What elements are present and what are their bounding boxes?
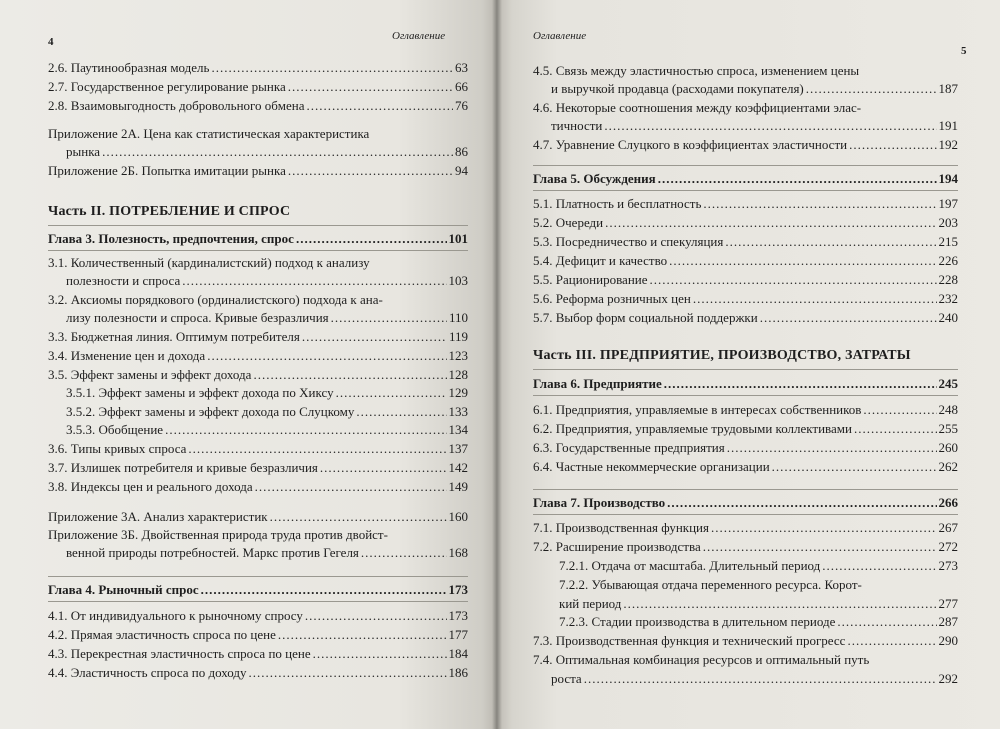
page-number: 5 [961, 45, 967, 57]
toc-entry: 5.2. Очереди ..... 203 [533, 215, 958, 230]
running-header: Оглавление [392, 30, 446, 42]
divider [48, 601, 468, 602]
toc-entry: тичности ..... 191 [551, 118, 958, 133]
divider [533, 190, 958, 191]
divider [48, 250, 468, 251]
toc-entry: и выручкой продавца (расходами покупателя) ..... 187 [551, 81, 958, 96]
toc-entry: 7.2. Расширение производства ..... 272 [533, 539, 958, 554]
divider [533, 489, 958, 490]
toc-entry-line1: 4.6. Некоторые соотношения между коэффициентами элас- [533, 100, 862, 115]
toc-entry: 2.8. Взаимовыгодность добровольного обмена ..... 76 [48, 98, 468, 113]
toc-entry: роста ..... 292 [551, 671, 958, 686]
toc-entry-line1: Приложение 3Б. Двойственная природа труда против двойст- [48, 527, 388, 542]
running-header: Оглавление [533, 30, 587, 42]
toc-entry: 6.1. Предприятия, управляемые в интересах собственников ..... 248 [533, 402, 958, 417]
book-gutter [492, 0, 502, 729]
toc-entry: 3.3. Бюджетная линия. Оптимум потребителя ..... 119 [48, 329, 468, 344]
toc-entry: 6.3. Государственные предприятия ..... 260 [533, 440, 958, 455]
divider [48, 576, 468, 577]
right-page [497, 0, 1000, 729]
toc-entry: 3.5. Эффект замены и эффект дохода ..... 128 [48, 367, 468, 382]
toc-entry: 6.2. Предприятия, управляемые трудовыми коллективами ..... 255 [533, 421, 958, 436]
chapter-entry: Глава 5. Обсуждения ..... 194 [533, 171, 958, 186]
toc-subentry: 7.2.3. Стадии производства в длительном периоде ..... 287 [559, 614, 958, 629]
toc-entry-line1: Приложение 2А. Цена как статистическая характеристика [48, 126, 370, 141]
divider [533, 395, 958, 396]
toc-entry: Приложение 3А. Анализ характеристик ..... 160 [48, 509, 468, 524]
toc-entry: 4.4. Эластичность спроса по доходу ..... 186 [48, 665, 468, 680]
chapter-entry: Глава 4. Рыночный спрос ..... 173 [48, 582, 468, 597]
chapter-entry: Глава 7. Производство ..... 266 [533, 495, 958, 510]
toc-entry: 7.3. Производственная функция и технический прогресс ..... 290 [533, 633, 958, 648]
toc-entry: 6.4. Частные некоммерческие организации ..... 262 [533, 459, 958, 474]
divider [533, 165, 958, 166]
toc-entry-line1: 3.2. Аксиомы порядкового (ординалистского) подхода к ана- [48, 292, 383, 307]
toc-entry: 3.6. Типы кривых спроса ..... 137 [48, 441, 468, 456]
toc-entry: 5.5. Рационирование ..... 228 [533, 272, 958, 287]
toc-entry: 5.1. Платность и бесплатность ..... 197 [533, 196, 958, 211]
divider [48, 225, 468, 226]
toc-entry: 4.7. Уравнение Слуцкого в коэффициентах эластичности ..... 192 [533, 137, 958, 152]
toc-subentry: 3.5.3. Обобщение ..... 134 [66, 422, 468, 437]
toc-entry: рынка ..... 86 [66, 144, 468, 159]
toc-subentry: 3.5.2. Эффект замены и эффект дохода по Слуцкому ..... 133 [66, 404, 468, 419]
toc-entry: 3.7. Излишек потребителя и кривые безразличия ..... 142 [48, 460, 468, 475]
toc-subentry: кий период ..... 277 [559, 596, 958, 611]
toc-entry-line1: 7.4. Оптимальная комбинация ресурсов и оптимальный путь [533, 652, 870, 667]
toc-entry: лизу полезности и спроса. Кривые безразличия ..... 110 [66, 310, 468, 325]
part-heading: Часть III. ПРЕДПРИЯТИЕ, ПРОИЗВОДСТВО, ЗАТРАТЫ [533, 348, 911, 363]
toc-entry-line1: 4.5. Связь между эластичностью спроса, изменением цены [533, 63, 860, 78]
toc-entry: венной природы потребностей. Маркс против Гегеля ..... 168 [66, 545, 468, 560]
toc-entry: 4.3. Перекрестная эластичность спроса по цене ..... 184 [48, 646, 468, 661]
toc-entry: Приложение 2Б. Попытка имитации рынка ..... 94 [48, 163, 468, 178]
divider [533, 369, 958, 370]
part-heading: Часть II. ПОТРЕБЛЕНИЕ И СПРОС [48, 204, 291, 219]
toc-entry: 2.6. Паутинообразная модель ..... 63 [48, 60, 468, 75]
left-page [0, 0, 497, 729]
toc-entry: 5.4. Дефицит и качество ..... 226 [533, 253, 958, 268]
toc-entry-line1: 7.2.2. Убывающая отдача переменного ресурса. Корот- [559, 577, 862, 592]
toc-entry: 4.1. От индивидуального к рыночному спросу ..... 173 [48, 608, 468, 623]
chapter-entry: Глава 3. Полезность, предпочтения, спрос ..... 101 [48, 231, 468, 246]
toc-entry: полезности и спроса ..... 103 [66, 273, 468, 288]
toc-entry: 3.4. Изменение цен и дохода ..... 123 [48, 348, 468, 363]
chapter-entry: Глава 6. Предприятие ..... 245 [533, 376, 958, 391]
toc-entry: 3.8. Индексы цен и реального дохода ..... 149 [48, 479, 468, 494]
page-number: 4 [48, 36, 54, 48]
toc-entry: 4.2. Прямая эластичность спроса по цене ..... 177 [48, 627, 468, 642]
divider [533, 514, 958, 515]
toc-subentry: 7.2.1. Отдача от масштаба. Длительный период ..... 273 [559, 558, 958, 573]
toc-subentry: 3.5.1. Эффект замены и эффект дохода по Хиксу ..... 129 [66, 385, 468, 400]
toc-entry-line1: 3.1. Количественный (кардиналистский) подход к анализу [48, 255, 370, 270]
toc-entry: 7.1. Производственная функция ..... 267 [533, 520, 958, 535]
toc-entry: 5.7. Выбор форм социальной поддержки ..... 240 [533, 310, 958, 325]
toc-entry: 2.7. Государственное регулирование рынка ..... 66 [48, 79, 468, 94]
toc-entry: 5.6. Реформа розничных цен ..... 232 [533, 291, 958, 306]
toc-entry: 5.3. Посредничество и спекуляция ..... 215 [533, 234, 958, 249]
